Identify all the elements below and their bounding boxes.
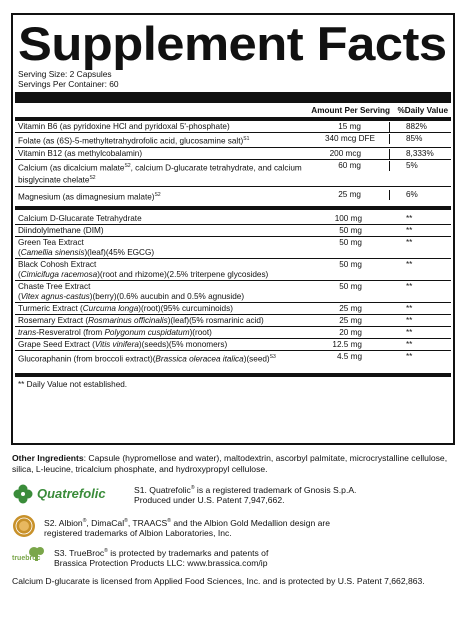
dv-footnote: ** Daily Value not established. — [18, 379, 128, 389]
ingredient-row — [15, 315, 451, 327]
ingredient-name: Chaste Tree Extract (Vitex agnus-castus)(berry)(0.6% aucubin and 0.5% agnuside) — [18, 281, 245, 301]
ingredient-amount: 12.5 mg — [332, 339, 362, 349]
ingredient-dv: ** — [406, 281, 413, 291]
ingredient-name: Green Tea Extract (Camellia sinensis)(leaf)(45% EGCG) — [18, 237, 155, 257]
quatrefolic-logo — [12, 482, 132, 506]
ingredient-dv: ** — [406, 315, 413, 325]
nutrient-name: Magnesium (as dimagnesium malate)$^{S2}$ — [18, 192, 161, 202]
nutrient-row — [15, 160, 451, 187]
panel-title: Supplement Facts — [18, 17, 447, 70]
supplement-facts-panel — [11, 13, 455, 445]
truebroc-logo — [12, 544, 48, 566]
ingredient-dv: ** — [406, 225, 413, 235]
nutrient-name: Folate (as (6S)-5-methyltetrahydrofolic acid, glucosamine salt)$^{S1}$ — [18, 136, 250, 146]
s2-text: S2. Albion®, DimaCal®, TRAACS® and the Albion Gold Medallion design are registered trademarks of Albion Laboratories, Inc. — [44, 517, 331, 539]
ingredient-row — [15, 351, 451, 377]
ingredient-dv: ** — [406, 327, 413, 337]
ingredient-name: Glucoraphanin (from broccoli extract)(Brassica oleracea italica)(seed)$^{S3}$ — [18, 353, 276, 364]
nutrient-dv: 5% — [406, 160, 418, 170]
ingredient-dv: ** — [406, 237, 413, 247]
other-ingredients-text: : Capsule (hypromellose and water), maltodextrin, ascorbyl palmitate, microcrystalline cellulose, silica, L-leucine, tricalcium phosphate, and hydroxypropyl cellulose. — [12, 453, 448, 474]
quatrefolic-wordmark: Quatrefolic — [37, 485, 106, 501]
nutrient-row — [15, 148, 451, 160]
nutrient-dv: 85% — [406, 134, 423, 143]
other-ingredients-label: Other Ingredients — [12, 453, 84, 463]
ingredient-amount: 100 mg — [334, 213, 362, 223]
s3-text: S3. TrueBroc® is protected by trademarks and patents of Brassica Protection Products LLC: www.brassica.com/ip — [54, 547, 269, 569]
ingredient-row — [15, 339, 451, 351]
ingredient-name: Black Cohosh Extract (Cimicifuga racemosa)(root and rhizome)(2.5% triterpene glycosides) — [18, 259, 269, 279]
ingredient-row — [15, 213, 451, 225]
ingredient-dv: ** — [406, 351, 413, 361]
ingredient-name: Turmeric Extract (Curcuma longa)(root)(95% curcuminoids) — [18, 303, 233, 313]
nutrient-amount: 200 mcg — [306, 149, 390, 159]
ingredient-name: trans-Resveratrol (from Polygonum cuspidatum)(root) — [18, 327, 212, 337]
ingredient-amount: 25 mg — [339, 315, 362, 325]
ingredient-amount: 20 mg — [339, 327, 362, 337]
calcium-glucarate-note: Calcium D-glucarate is licensed from Applied Food Sciences, Inc. and is protected by U.S. Patent 7,662,863. — [12, 576, 425, 586]
ingredient-row — [15, 237, 451, 259]
s1-note — [12, 482, 356, 506]
ingredient-amount: 4.5 mg — [336, 351, 362, 361]
nutrient-row — [15, 121, 451, 133]
ingredient-name: Rosemary Extract (Rosmarinus officinalis)(leaf)(5% rosmarinic acid) — [18, 315, 264, 325]
serving-size: Serving Size: 2 Capsules — [18, 69, 112, 79]
ingredient-name: Diindolylmethane (DIM) — [18, 225, 104, 235]
ingredient-amount: 50 mg — [339, 259, 362, 269]
s3-note — [12, 544, 268, 569]
clover-icon — [12, 483, 34, 505]
nutrient-dv: 8,333% — [406, 148, 434, 158]
s1-text: S1. Quatrefolic® is a registered trademark of Gnosis S.p.A. Produced under U.S. Patent 7,947,662. — [134, 484, 357, 506]
ingredient-dv: ** — [406, 213, 413, 223]
ingredient-row — [15, 259, 451, 281]
nutrient-amount: 15 mg — [306, 122, 390, 132]
nutrient-amount: 60 mg — [306, 161, 390, 171]
amount-header: Amount Per Serving — [311, 105, 390, 115]
ingredient-dv: ** — [406, 339, 413, 349]
nutrient-row — [15, 187, 451, 210]
nutrient-dv: 6% — [406, 190, 418, 200]
ingredient-dv: ** — [406, 303, 413, 313]
ingredient-row — [15, 303, 451, 315]
dv-header: %Daily Value — [397, 105, 448, 115]
nutrient-row — [15, 133, 451, 148]
nutrient-amount: 340 mcg DFE — [306, 134, 390, 144]
nutrient-name: Vitamin B6 (as pyridoxine HCl and pyridoxal 5'-phosphate) — [18, 122, 230, 131]
s2-note — [12, 514, 330, 540]
albion-medallion-icon — [12, 514, 36, 538]
servings-per-container: Servings Per Container: 60 — [18, 79, 119, 89]
thick-divider — [15, 92, 451, 103]
ingredient-row — [15, 327, 451, 339]
ingredient-dv: ** — [406, 259, 413, 269]
ingredient-name: Grape Seed Extract (Vitis vinifera)(seeds)(5% monomers) — [18, 339, 228, 349]
nutrient-dv: 882% — [406, 122, 427, 131]
albion-medallion — [12, 514, 38, 540]
ingredient-name: Calcium D-Glucarate Tetrahydrate — [18, 213, 142, 223]
ingredient-amount: 50 mg — [339, 237, 362, 247]
nutrient-name: Vitamin B12 (as methylcobalamin) — [18, 148, 143, 158]
ingredient-amount: 25 mg — [339, 303, 362, 313]
truebroc-wordmark: truebroc — [12, 555, 41, 562]
column-header — [15, 103, 451, 121]
other-ingredients — [12, 453, 456, 474]
ingredient-amount: 50 mg — [339, 281, 362, 291]
nutrient-amount: 25 mg — [306, 190, 390, 200]
ingredient-amount: 50 mg — [339, 225, 362, 235]
nutrient-name: Calcium (as dicalcium malate$^{S2}$, calcium D-glucarate tetrahydrate, and calcium bisglycinate chelate$^{S2}$ — [18, 162, 302, 186]
ingredient-row — [15, 225, 451, 237]
ingredient-row — [15, 281, 451, 303]
